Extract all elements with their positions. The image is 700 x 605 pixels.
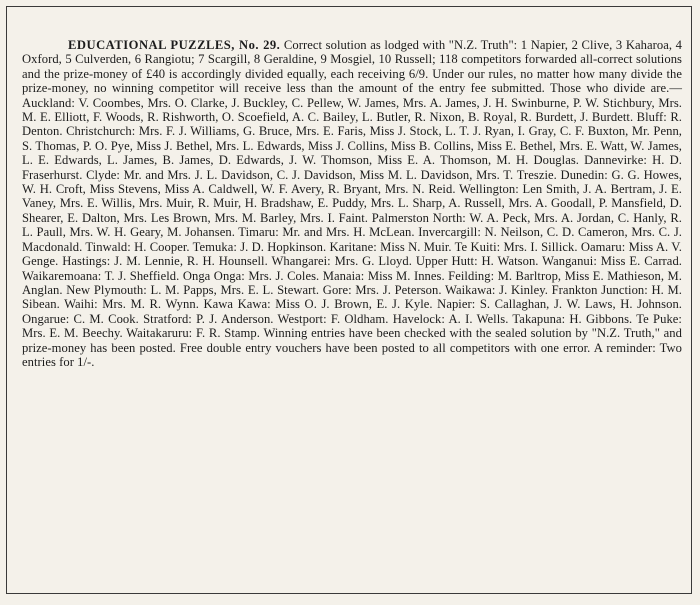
article-paragraph [22, 38, 682, 369]
article-heading: EDUCATIONAL PUZZLES, No. 29. [68, 38, 281, 52]
article [22, 38, 682, 578]
article-body: Correct solution as lodged with "N.Z. Truth": 1 Napier, 2 Clive, 3 Kaharoa, 4 Oxford, 5 Culverden, 6 Rangiotu; 7 Scargill, 8 Geraldine, 9 Mosgiel, 10 Russell; 118 competitors forwarded all-correct solutions and the prize-money of £40 is accordingly divided equally, each receiving 6/9. Under our rules, no matter how many divide the prize-money, no winning competitor will receive less than the amount of the entry fee submitted. Those who divide are.—Auckland: V. Coombes, Mrs. O. Clarke, J. Buckley, C. Pellew, W. James, Mrs. A. James, J. H. Swinburne, P. W. Stichbury, Mrs. M. E. Elliott, F. Woods, R. Rishworth, O. Scoefield, A. C. Bailey, L. Butler, R. Nixon, B. Royal, R. Burdett, J. Burdett. Bluff: R. Denton. Christchurch: Mrs. F. J. Williams, G. Bruce, Mrs. E. Faris, Miss J. Stock, L. T. J. Ryan, I. Gray, C. F. Buxton, Mr. Penn, S. Thomas, P. O. Pye, Miss J. Bethel, Mrs. L. Edwards, Miss J. Collins, Miss B. Collins, Miss E. Bethel, Mrs. E. Watt, W. James, L. E. Edwards, L. James, B. James, D. Edwards, J. W. Thomson, Miss E. A. Thomson, M. H. Douglas. Dannevirke: H. D. Fraserhurst. Clyde: Mr. and Mrs. J. L. Davidson, C. J. Davidson, Miss M. L. Davidson, Mrs. T. Treszie. Dunedin: G. G. Howes, W. H. Croft, Miss Stevens, Miss A. Caldwell, W. F. Avery, R. Bryant, Mrs. N. Reid. Wellington: Len Smith, J. A. Bertram, J. E. Vaney, Mrs. E. Willis, Mrs. Muir, R. Muir, H. Bradshaw, E. Puddy, Mrs. L. Sharp, A. Russell, Mrs. A. Goodall, P. Mansfield, D. Shearer, E. Dalton, Mrs. Les Brown, Mrs. M. Barley, Mrs. I. Faint. Palmerston North: W. A. Peck, Mrs. A. Jordan, C. Hanly, R. L. Paull, Mrs. W. H. Geary, M. Johansen. Timaru: Mr. and Mrs. H. McLean. Invercargill: N. Neilson, C. D. Cameron, Mrs. C. J. Macdonald. Tinwald: H. Cooper. Temuka: J. D. Hopkinson. Karitane: Miss N. Muir. Te Kuiti: Mrs. I. Sillick. Oamaru: Miss A. V. Genge. Hastings: J. M. Lennie, R. H. Hounsell. Whangarei: Mrs. G. Lloyd. Upper Hutt: H. Watson. Wanganui: Miss E. Carrad. Waikaremoana: T. J. Sheffield. Onga Onga: Mrs. J. Coles. Manaia: Miss M. Innes. Feilding: M. Barltrop, Miss E. Mathieson, M. Anglan. New Plymouth: L. M. Papps, Mrs. E. L. Stewart. Gore: Mrs. J. Peterson. Waikawa: J. Kinley. Frankton Junction: H. M. Sibean. Waihi: Mrs. M. R. Wynn. Kawa Kawa: Miss O. J. Brown, E. J. Kyle. Napier: S. Callaghan, J. W. Laws, H. Johnson. Ongarue: C. M. Cook. Stratford: P. J. Anderson. Westport: F. Oldham. Havelock: A. I. Wells. Takapuna: H. Gibbons. Te Puke: Mrs. E. M. Beechy. Waitakaruru: F. R. Stamp. Winning entries have been checked with the sealed solution by "N.Z. Truth," and prize-money has been posted. Free double entry vouchers have been posted to all competitors with one error. A reminder: Two entries for 1/-. [22, 38, 682, 369]
